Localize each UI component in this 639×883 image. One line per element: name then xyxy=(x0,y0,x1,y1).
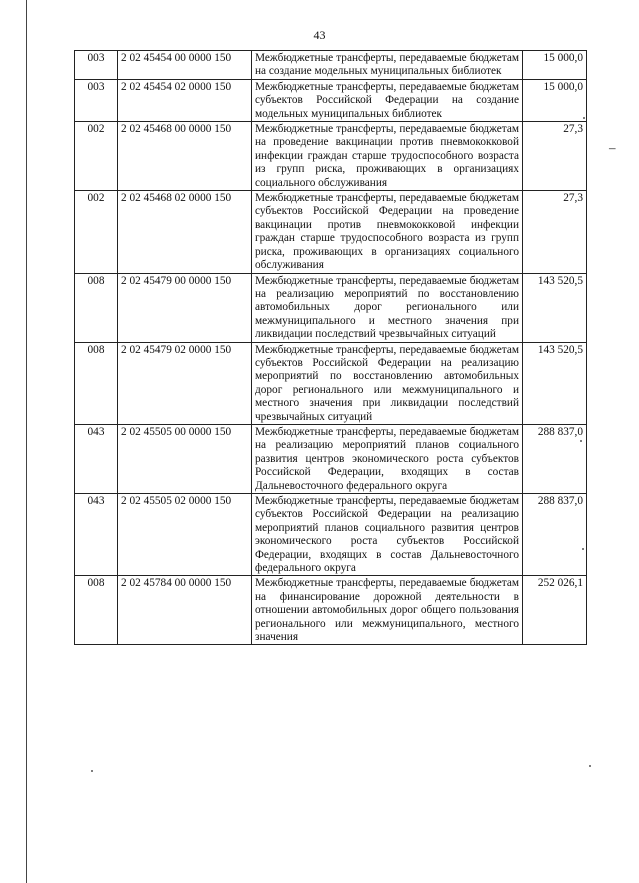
revenue-name-cell: Межбюджетные трансферты, передаваемые бюджетам на реализацию мероприятий по восстановлению автомобильных дорог регионального или межмуниципального и местного значения при ликвидации последствий чрезвычайных ситуаций xyxy=(252,273,523,342)
scan-speck xyxy=(589,765,591,767)
revenue-name-cell: Межбюджетные трансферты, передаваемые бюджетам субъектов Российской Федерации на проведение вакцинации против пневмококковой инфекции граждан старше трудоспособного возраста из групп риска, проживающих в организациях социального обслуживания xyxy=(252,191,523,273)
amount-cell: 252 026,1 xyxy=(523,576,587,645)
admin-code-cell: 003 xyxy=(75,79,118,121)
revenue-name-cell: Межбюджетные трансферты, передаваемые бюджетам субъектов Российской Федерации на создание модельных муниципальных библиотек xyxy=(252,79,523,121)
admin-code-cell: 043 xyxy=(75,424,118,493)
budget-classification-code-cell: 2 02 45454 02 0000 150 xyxy=(118,79,252,121)
admin-code-cell: 003 xyxy=(75,51,118,80)
revenue-name-cell: Межбюджетные трансферты, передаваемые бюджетам субъектов Российской Федерации на реализацию мероприятий планов социального развития центров экономического роста субъектов Российской Федерации, входящих в состав Дальневосточного федерального округа xyxy=(252,494,523,576)
scan-speck xyxy=(91,770,93,772)
admin-code-cell: 008 xyxy=(75,273,118,342)
amount-cell: 15 000,0 xyxy=(523,79,587,121)
budget-classification-code-cell: 2 02 45479 00 0000 150 xyxy=(118,273,252,342)
table-row xyxy=(75,122,587,191)
amount-cell: 27,3 xyxy=(523,122,587,191)
admin-code-cell: 043 xyxy=(75,494,118,576)
amount-cell: 288 837,0 xyxy=(523,424,587,493)
scan-speck xyxy=(580,440,582,442)
revenue-name-cell: Межбюджетные трансферты, передаваемые бюджетам на создание модельных муниципальных библиотек xyxy=(252,51,523,80)
budget-classification-code-cell: 2 02 45454 00 0000 150 xyxy=(118,51,252,80)
budget-classification-code-cell: 2 02 45468 00 0000 150 xyxy=(118,122,252,191)
amount-cell: 143 520,5 xyxy=(523,273,587,342)
budget-classification-code-cell: 2 02 45505 02 0000 150 xyxy=(118,494,252,576)
table-row xyxy=(75,51,587,80)
table-row xyxy=(75,191,587,273)
revenue-name-cell: Межбюджетные трансферты, передаваемые бюджетам на проведение вакцинации против пневмококковой инфекции граждан старше трудоспособного возраста из групп риска, проживающих в организациях социального обслуживания xyxy=(252,122,523,191)
admin-code-cell: 002 xyxy=(75,122,118,191)
binding-line xyxy=(26,0,27,883)
table-row xyxy=(75,273,587,342)
table-row xyxy=(75,494,587,576)
admin-code-cell: 002 xyxy=(75,191,118,273)
amount-cell: 27,3 xyxy=(523,191,587,273)
scan-speck xyxy=(583,117,585,119)
admin-code-cell: 008 xyxy=(75,576,118,645)
budget-classification-code-cell: 2 02 45505 00 0000 150 xyxy=(118,424,252,493)
table-row xyxy=(75,342,587,424)
budget-table-body xyxy=(75,51,587,645)
revenue-name-cell: Межбюджетные трансферты, передаваемые бюджетам субъектов Российской Федерации на реализацию мероприятий по восстановлению автомобильных дорог регионального или межмуниципального и местного значения при ликвидации последствий чрезвычайных ситуаций xyxy=(252,342,523,424)
budget-classification-code-cell: 2 02 45479 02 0000 150 xyxy=(118,342,252,424)
admin-code-cell: 008 xyxy=(75,342,118,424)
amount-cell: 143 520,5 xyxy=(523,342,587,424)
budget-classification-code-cell: 2 02 45784 00 0000 150 xyxy=(118,576,252,645)
amount-cell: 15 000,0 xyxy=(523,51,587,80)
scan-speck xyxy=(582,548,584,550)
revenue-name-cell: Межбюджетные трансферты, передаваемые бюджетам на финансирование дорожной деятельности в отношении автомобильных дорог общего пользования регионального или межмуниципального, местного значения xyxy=(252,576,523,645)
budget-classification-code-cell: 2 02 45468 02 0000 150 xyxy=(118,191,252,273)
revenue-name-cell: Межбюджетные трансферты, передаваемые бюджетам на реализацию мероприятий планов социального развития центров экономического роста субъектов Российской Федерации, входящих в состав Дальневосточного федерального округа xyxy=(252,424,523,493)
table-row xyxy=(75,79,587,121)
margin-mark: – xyxy=(609,140,616,155)
page-number: 43 xyxy=(313,28,326,42)
table-row xyxy=(75,424,587,493)
amount-cell: 288 837,0 xyxy=(523,494,587,576)
budget-table xyxy=(74,50,587,645)
table-row xyxy=(75,576,587,645)
